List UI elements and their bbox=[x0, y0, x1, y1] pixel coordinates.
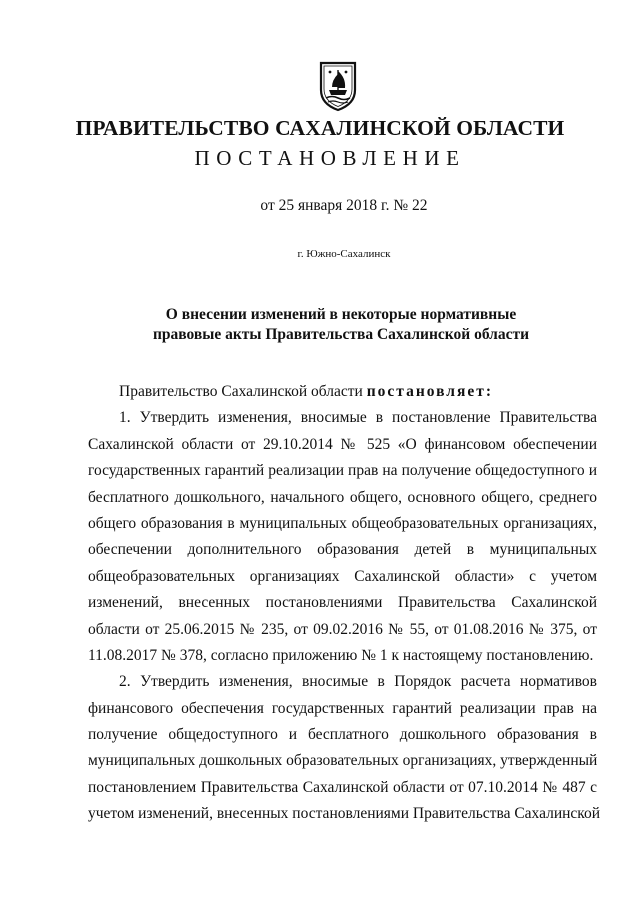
paragraph-1-line: 1. Утвердить изменения, вносимые в постановление Правительства bbox=[119, 409, 597, 427]
preamble-text: Правительство Сахалинской области bbox=[119, 383, 367, 400]
document-type: ПОСТАНОВЛЕНИЕ bbox=[194, 146, 466, 170]
paragraph-1-line: общего образования в муниципальных общеобразовательных организациях, bbox=[88, 514, 597, 532]
paragraph-1-line: Сахалинской области от 29.10.2014 № 525 «О финансовом обеспечении bbox=[88, 435, 597, 453]
government-title: ПРАВИТЕЛЬСТВО САХАЛИНСКОЙ ОБЛАСТИ bbox=[75, 116, 565, 140]
subject-line: правовые акты Правительства Сахалинской области bbox=[152, 326, 530, 343]
paragraph-2-line: постановлением Правительства Сахалинской области от 07.10.2014 № 487 с bbox=[88, 778, 597, 796]
paragraph-2-line: финансового обеспечения государственных гарантий реализации прав на bbox=[88, 699, 597, 717]
paragraph-1-line: бесплатного дошкольного, начального общего, основного общего, среднего bbox=[88, 488, 597, 506]
paragraph-1-line: изменений, внесенных постановлениями Правительства Сахалинской bbox=[88, 594, 597, 612]
paragraph-1-line: общеобразовательных организациях Сахалинской области» с учетом bbox=[88, 567, 597, 585]
paragraph-1-line: области от 25.06.2015 № 235, от 09.02.2016 № 55, от 01.08.2016 № 375, от bbox=[88, 620, 597, 638]
document-subject bbox=[0, 305, 640, 345]
subject-line: О внесении изменений в некоторые нормативные bbox=[165, 306, 517, 323]
paragraph-1-line: обеспечении дополнительного образования детей в муниципальных bbox=[88, 541, 597, 559]
paragraph-2-line: 2. Утвердить изменения, вносимые в Порядок расчета нормативов bbox=[119, 673, 597, 691]
preamble-emphasis: постановляет: bbox=[366, 383, 494, 400]
document-date-number: от 25 января 2018 г. № 22 bbox=[260, 197, 428, 214]
paragraph-1-line: 11.08.2017 № 378, согласно приложению № 1 к настоящему постановлению. bbox=[88, 646, 594, 664]
paragraph-2-line: получение общедоступного и бесплатного дошкольного образования в bbox=[88, 726, 597, 744]
paragraph-2-line: муниципальных дошкольных образовательных организациях, утвержденный bbox=[88, 752, 598, 770]
document-body bbox=[88, 379, 601, 828]
document-city: г. Южно-Сахалинск bbox=[297, 248, 391, 260]
preamble bbox=[88, 379, 597, 405]
sakhalin-coat-of-arms-icon bbox=[318, 60, 358, 112]
paragraph-1-line: государственных гарантий реализации прав на получение общедоступного и bbox=[88, 462, 597, 480]
paragraph-2-line: учетом изменений, внесенных постановлениями Правительства Сахалинской bbox=[88, 805, 601, 823]
